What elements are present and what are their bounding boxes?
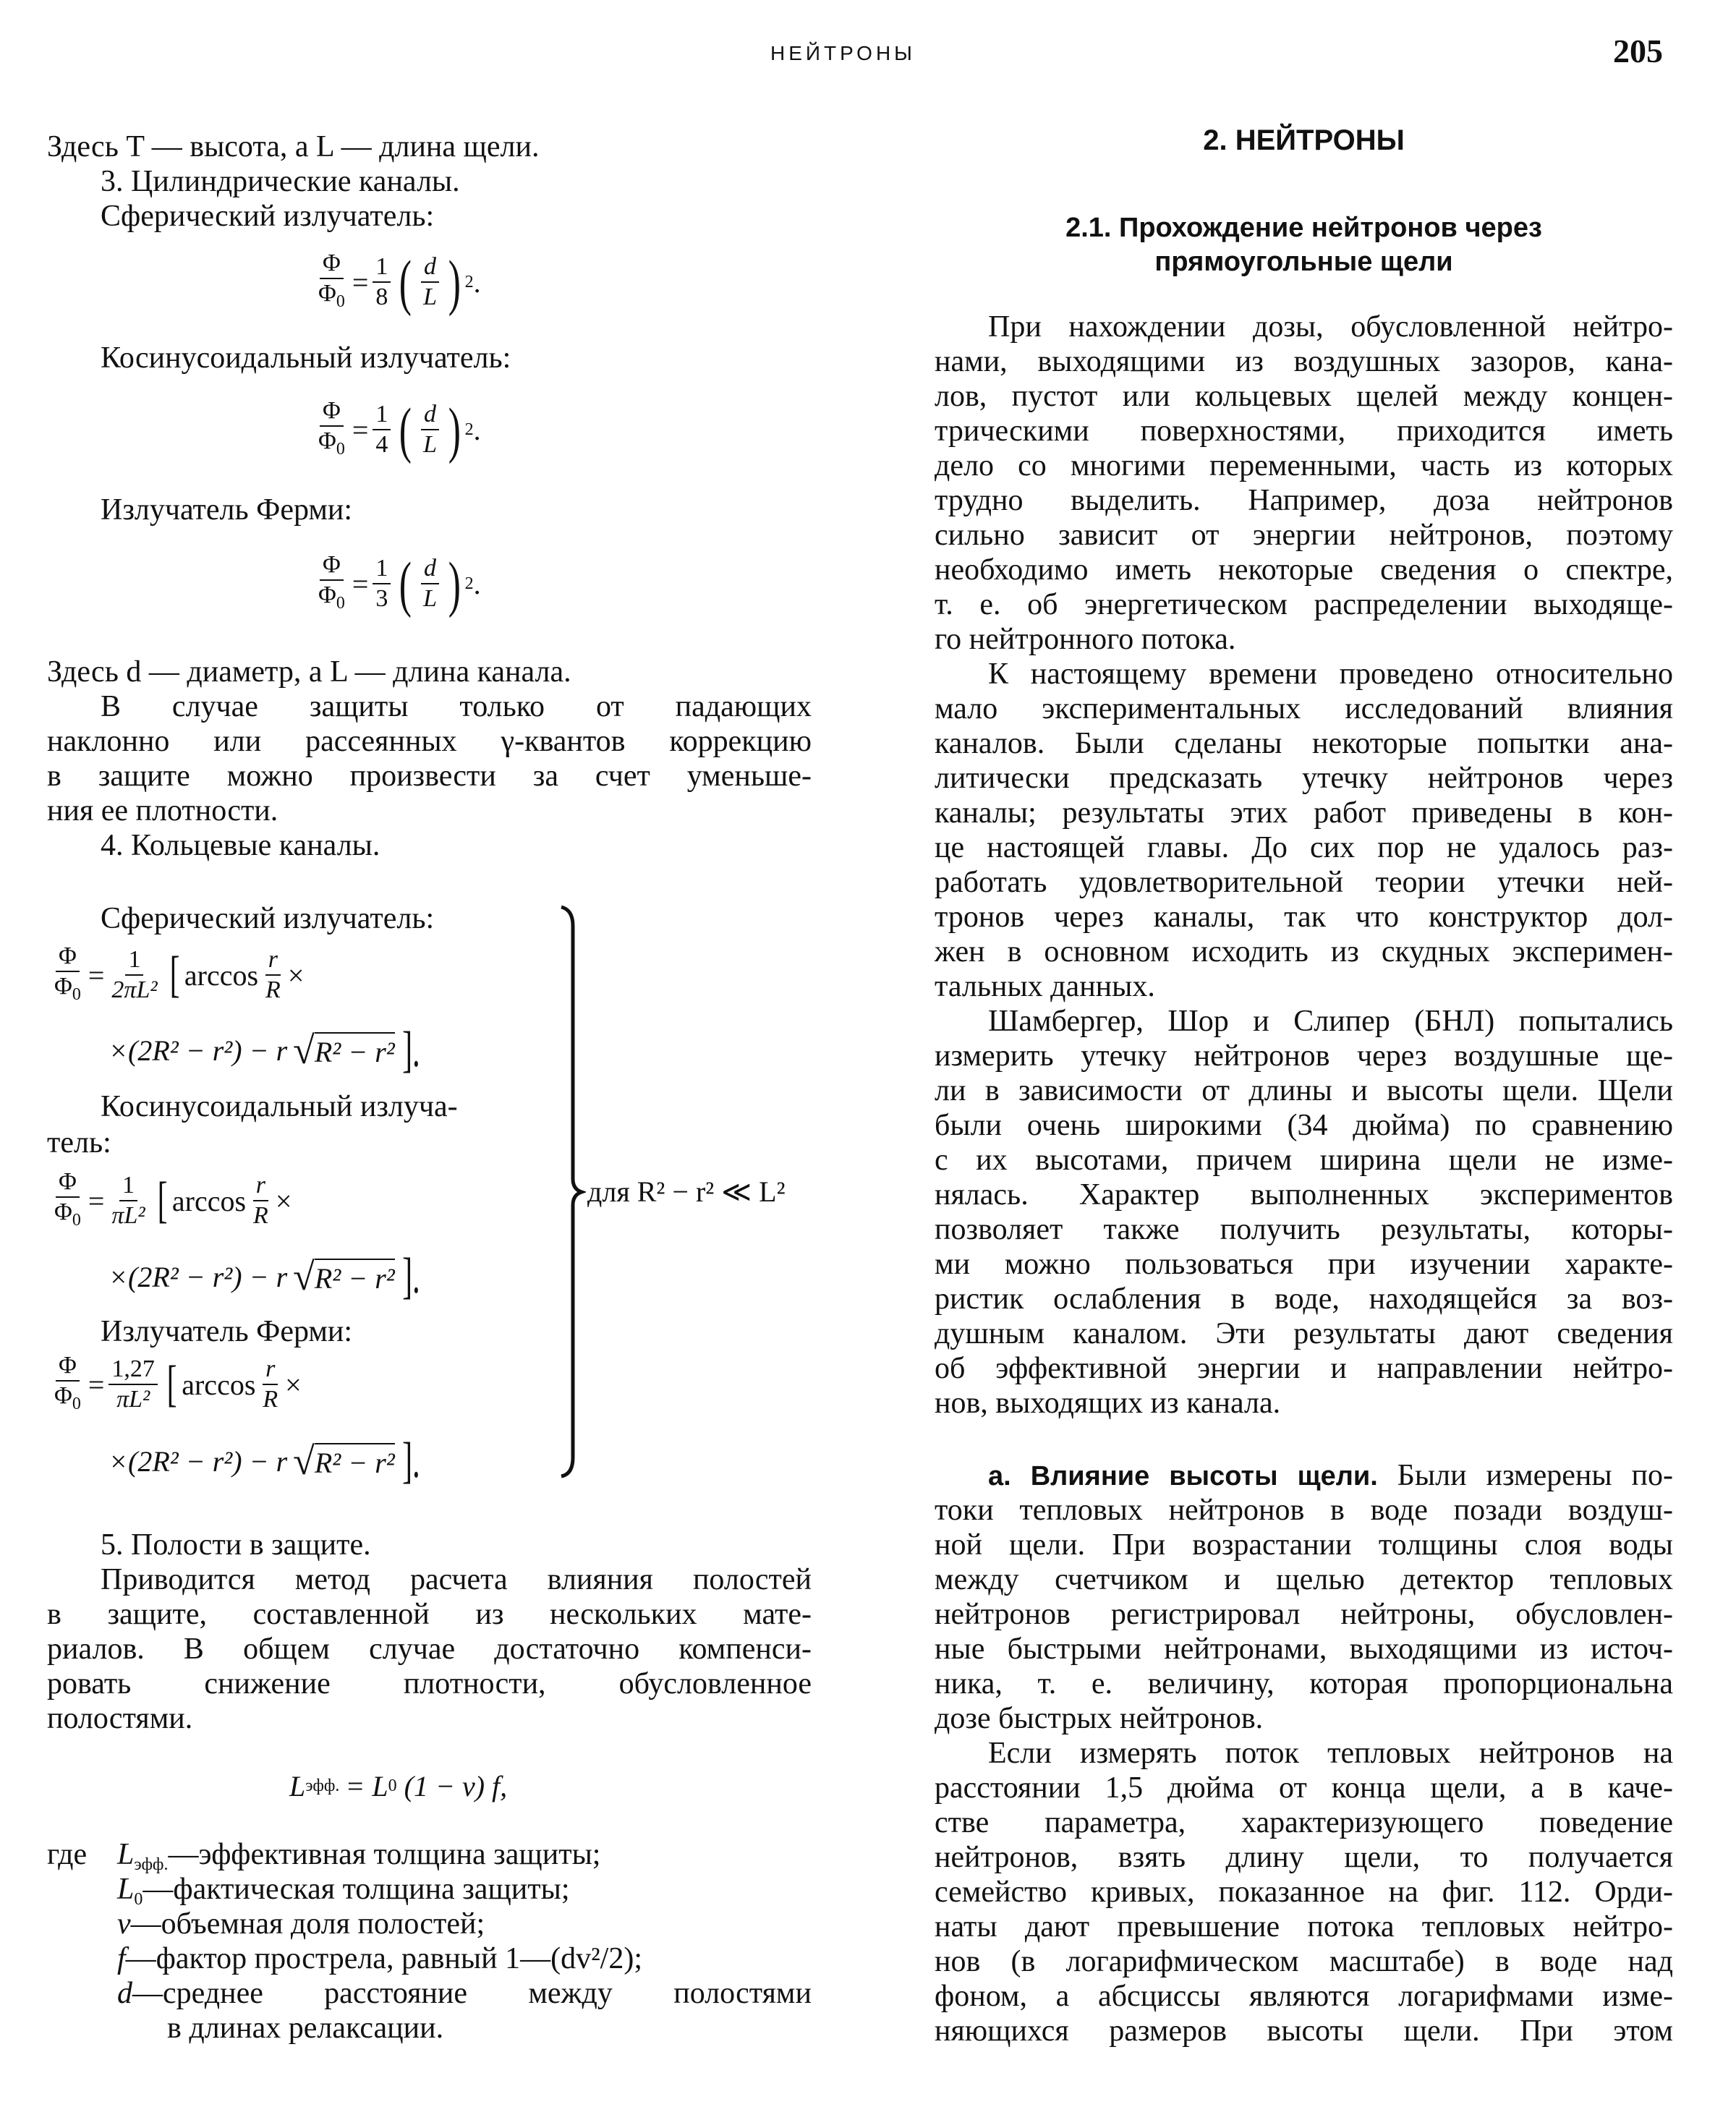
text-block [47, 493, 812, 527]
expression: ×(2R² − r²) − r [109, 1260, 288, 1293]
text-line: Шамбергер, Шор и Слипер (БНЛ) попытались [988, 1005, 1673, 1038]
text-line: в защите можно произвести за счет уменьше- [47, 759, 812, 793]
text-line: тронов через каналы, так что конструктор дол- [935, 901, 1673, 934]
subscript: 0 [72, 984, 81, 1004]
text-line: ли в зависимости от длины и высоты щели. Щели [935, 1074, 1673, 1107]
text-line: т. е. об энергетическом распределении выходяще- [935, 588, 1673, 621]
definition-item [117, 1837, 812, 1872]
denominator: 2πL² [111, 976, 158, 1003]
numerator: Φ [56, 942, 80, 972]
ring-formula-line2 [109, 1018, 427, 1083]
formula-effective-thickness [289, 1753, 507, 1818]
sqrt-icon: √ [293, 1439, 315, 1483]
close-bracket: ]. [401, 1248, 420, 1304]
text-line: измерить утечку нейтронов через воздушные ще- [935, 1039, 1673, 1073]
numerator: 1 [373, 252, 391, 283]
paragraph [935, 310, 1673, 657]
right-brace [557, 904, 586, 1479]
text-line: стве параметра, характеризующего поведение [935, 1806, 1673, 1839]
definition: —среднее расстояние между полостями [132, 1977, 812, 2010]
text-line: Здесь T — высота, а L — длина щели. [47, 130, 540, 163]
numerator: 1 [125, 945, 143, 976]
text-line: нейтронов, взять длину щели, то получается [935, 1841, 1673, 1874]
text-line: го нейтронного потока. [935, 623, 1236, 656]
expression: ×(2R² − r²) − r [109, 1034, 288, 1067]
text-line: В случае защиты только от падающих [101, 690, 812, 723]
subscript: 0 [336, 439, 345, 459]
denominator: Φ [54, 1382, 72, 1409]
numerator: Φ [56, 1167, 80, 1198]
denominator: 4 [375, 431, 388, 458]
period: . [473, 265, 481, 299]
chapter-title: 2. НЕЙТРОНЫ [1203, 124, 1405, 156]
ring-label-fermi: Излучатель Ферми: [101, 1315, 353, 1348]
ring-formula-line1 [47, 1352, 302, 1417]
numerator: d [421, 252, 439, 283]
equals: = [88, 958, 105, 992]
symbol: L [117, 1873, 135, 1906]
denominator: L [423, 284, 437, 310]
denominator: Φ [54, 972, 72, 1000]
times: × [285, 1368, 302, 1401]
text-block [47, 164, 812, 234]
text-line: каналов. Были сделаны некоторые попытки ана- [935, 727, 1673, 760]
paragraph [935, 657, 1673, 1004]
denominator: πL² [111, 1202, 145, 1229]
text-line: наты дают превышение потока тепловых нейтро- [935, 1910, 1673, 1944]
period: . [473, 413, 481, 446]
text-line: няющихся размеров высоты щели. При этом [935, 2014, 1673, 2048]
subscript: эфф. [305, 1776, 340, 1795]
subscript: эфф. [134, 1855, 169, 1874]
denominator: Φ [318, 581, 336, 608]
open-bracket: [ [166, 1356, 177, 1412]
text-line: лов, пустот или кольцевых щелей между концен- [935, 380, 1673, 413]
numerator: Φ [56, 1351, 80, 1382]
text-line: токи тепловых нейтронов в воде позади воздуш- [935, 1494, 1673, 1527]
text-line: риалов. В общем случае достаточно компенси- [47, 1633, 812, 1666]
symbol: L [117, 1838, 135, 1871]
numerator: Φ [320, 396, 344, 427]
denominator: L [423, 585, 437, 612]
text-line: 5. Полости в защите. [101, 1528, 371, 1562]
section-title [935, 211, 1673, 279]
paragraph [935, 1004, 1673, 1421]
formula-cosine-cylindrical: $\frac{\Phi}{\Phi_0}$ = $\frac{1}{4}$ ( $\frac{d}{L}$ ) 2 . [318, 395, 481, 464]
text-line: нов, выходящих из канала. [935, 1387, 1281, 1420]
text-block [47, 655, 812, 689]
times: × [275, 1184, 292, 1217]
page-number: 205 [1613, 33, 1663, 69]
symbol: v [117, 1907, 131, 1941]
numerator: 1 [119, 1171, 137, 1201]
text-line: с их высотами, причем ширина щели не изме- [935, 1144, 1673, 1177]
text-line: ные быстрыми нейтронами, выходящими из источ- [935, 1633, 1673, 1666]
denominator: R [263, 1386, 278, 1413]
exponent: 2 [464, 420, 474, 439]
denominator: 8 [375, 284, 388, 310]
ring-label-spherical: Сферический излучатель: [101, 902, 435, 935]
numerator: Φ [320, 249, 344, 279]
text-line: нялась. Характер выполненных экспериментов [935, 1178, 1673, 1212]
denominator: Φ [318, 279, 336, 307]
text-line: дозе быстрых нейтронов. [935, 1702, 1264, 1735]
text-line: трудно выделить. Например, доза нейтронов [935, 484, 1673, 517]
symbol: L [289, 1769, 306, 1802]
text-line: расстоянии 1,5 дюйма от конца щели, а в каче- [935, 1771, 1673, 1805]
equals: = [88, 1368, 105, 1401]
definition-item [117, 1976, 812, 2011]
exponent: 2 [464, 574, 474, 593]
sqrt-icon: √ [293, 1029, 315, 1072]
numerator: 1 [373, 400, 391, 430]
definition-item [117, 1907, 812, 1941]
equals: = L [345, 1769, 388, 1802]
formula-fermi-cylindrical: $\frac{\Phi}{\Phi_0}$ = $\frac{1}{3}$ ( $\frac{d}{L}$ ) 2 . [318, 549, 481, 618]
subscript: 0 [72, 1210, 81, 1230]
numerator: 1,27 [109, 1355, 158, 1385]
text-line: сильно зависит от энергии нейтронов, поэтому [935, 519, 1673, 552]
denominator: πL² [116, 1386, 150, 1413]
arccos: arccos [182, 1368, 256, 1401]
close-bracket: ]. [401, 1022, 420, 1078]
text-line: необходимо иметь некоторые сведения о спектре, [935, 553, 1673, 587]
definition: —фактическая толщина защиты; [142, 1873, 570, 1906]
equals: = [352, 567, 369, 600]
text-line: Сферический излучатель: [101, 200, 435, 233]
definition: —объемная доля полостей; [130, 1907, 485, 1941]
text-line: ми можно пользоваться при изучении характе- [935, 1248, 1673, 1281]
text-line [935, 1458, 1673, 1493]
text-line: между счетчиком и щелью детектор тепловых [935, 1563, 1673, 1596]
denominator: Φ [54, 1198, 72, 1225]
text-line: ристик ослабления в воде, находящейся за воз- [935, 1282, 1673, 1316]
arccos: arccos [171, 1184, 247, 1217]
subscript: 0 [134, 1890, 143, 1909]
text-line: Излучатель Ферми: [101, 493, 353, 527]
close-bracket: ]. [401, 1433, 420, 1489]
numerator: r [263, 1355, 278, 1385]
arccos: arccos [184, 958, 259, 992]
text-line: в защите, составленной из нескольких мате- [47, 1598, 812, 1631]
exponent: 2 [464, 272, 474, 291]
paragraph [47, 689, 812, 828]
where-label: где [47, 1838, 88, 1871]
numerator: r [265, 945, 281, 976]
times: × [287, 958, 305, 992]
text-line: трическими поверхностями, приходится иметь [935, 414, 1673, 448]
text-line: При нахождении дозы, обусловленной нейтро- [988, 310, 1673, 344]
text-block [47, 828, 812, 863]
denominator: 3 [375, 585, 388, 612]
text-line: ной щели. При возрастании толщины слоя воды [935, 1528, 1673, 1562]
text-line: были очень широкими (34 дюйма) по сравнению [935, 1109, 1673, 1142]
definition-item [117, 1941, 812, 1976]
text-line: нами, выходящими из воздушных зазоров, кана- [935, 345, 1673, 378]
paragraph [47, 1562, 812, 1736]
text-line: фоном, а абсциссы являются логарифмами изме- [935, 1980, 1673, 2013]
text-block [47, 341, 812, 375]
symbol: f [117, 1942, 126, 1975]
text-block [47, 129, 812, 164]
paragraph [935, 1736, 1673, 2048]
expression: ×(2R² − r²) − r [109, 1444, 288, 1478]
text-line: ровать снижение плотности, обусловленное [47, 1667, 812, 1701]
paragraph-slit-height [935, 1458, 1673, 1736]
text-line: семейство кривых, показанное на фиг. 112. Орди- [935, 1876, 1673, 1909]
numerator: r [253, 1171, 268, 1201]
numerator: Φ [320, 550, 344, 581]
text-line: ника, т. е. величину, которая пропорциональна [935, 1667, 1673, 1701]
definition-item [117, 1872, 812, 1907]
numerator: 1 [373, 554, 391, 584]
symbol: d [117, 1977, 132, 2010]
text-line: позволяет также получить результаты, которы- [935, 1213, 1673, 1246]
text-line: це настоящей главы. До сих пор не удалось раз- [935, 831, 1673, 864]
text-line: Приводится метод расчета влияния полостей [101, 1563, 812, 1596]
text-line: полостями. [47, 1702, 193, 1735]
text-run: Были измерены по- [1377, 1459, 1673, 1492]
run-in-heading: а. Влияние высоты щели. [988, 1461, 1378, 1491]
ring-formula-line2 [109, 1244, 427, 1309]
formula-spherical-cylindrical: $\frac{\Phi}{\Phi_0}$ = $\frac{1}{8}$ ( $\frac{d}{L}$ ) 2 . [318, 247, 481, 317]
denominator: R [253, 1202, 268, 1229]
text-line: тальных данных. [935, 970, 1155, 1003]
sqrt-icon: √ [293, 1255, 315, 1298]
text-line: дело со многими переменными, часть из которых [935, 449, 1673, 482]
subscript: 0 [388, 1776, 397, 1795]
where-continuation: в длинах релаксации. [167, 2012, 444, 2045]
text-line: Если измерять поток тепловых нейтронов на [988, 1737, 1673, 1770]
definition: —фактор прострела, равный 1—(dv²/2); [125, 1942, 642, 1975]
section-title-line: 2.1. Прохождение нейтронов через [1065, 213, 1542, 243]
text-line: 4. Кольцевые каналы. [101, 829, 380, 862]
text-line: 3. Цилиндрические каналы. [101, 165, 460, 198]
equals: = [352, 265, 369, 299]
numerator: d [421, 400, 439, 430]
text-line: К настоящему времени проведено относительно [988, 657, 1673, 691]
text-line: каналы; результаты этих работ приведены в кон- [935, 796, 1673, 830]
definition: —эффективная толщина защиты; [168, 1838, 601, 1871]
text-line: ния ее плотности. [47, 794, 278, 827]
ring-formula-line2 [109, 1429, 427, 1494]
denominator: R [265, 976, 281, 1003]
running-title: НЕЙТРОНЫ [770, 42, 916, 64]
text-line: мало экспериментальных исследований влияния [935, 692, 1673, 725]
ring-label-cosine: Косинусоидальный излуча- [101, 1090, 458, 1123]
sqrt-argument: R² − r² [315, 1443, 395, 1480]
text-line: литически предсказать утечку нейтронов через [935, 762, 1673, 795]
numerator: d [421, 554, 439, 584]
section-title-line: прямоугольные щели [1154, 247, 1453, 277]
equals: = [352, 413, 369, 446]
period: . [473, 567, 481, 600]
text-line: нейтронов регистрировал нейтроны, обусловлен- [935, 1598, 1673, 1631]
where-list [117, 1837, 812, 2011]
text-line: Косинусоидальный излучатель: [101, 341, 511, 375]
sqrt-argument: R² − r² [315, 1032, 395, 1069]
condition-text: для R² − r² ≪ L² [587, 1175, 786, 1208]
ring-label-cosine-cont: тель: [47, 1126, 111, 1159]
text-line: Здесь d — диаметр, а L — длина канала. [47, 655, 571, 689]
subscript: 0 [336, 291, 345, 311]
open-bracket: [ [157, 1172, 168, 1228]
text-line: нов (в логарифмическом масштабе) в воде над [935, 1945, 1673, 1978]
text-line: об эффективной энергии и направлении нейтро- [935, 1352, 1673, 1385]
text-block [47, 1528, 812, 1562]
open-bracket: [ [169, 947, 180, 1003]
text-line: душным каналом. Эти результаты дают сведения [935, 1317, 1673, 1350]
ring-formula-line1 [47, 1168, 292, 1233]
ring-formula-line1 [47, 942, 304, 1008]
text-line: жен в основном исходить из скудных эксперимен- [935, 935, 1673, 969]
text-line: наклонно или рассеянных γ-квантов коррекцию [47, 725, 812, 758]
sqrt-argument: R² − r² [315, 1259, 395, 1295]
subscript: 0 [72, 1394, 81, 1413]
text-line: работать удовлетворительной теории утечки ней- [935, 866, 1673, 899]
expression: (1 − v) f, [404, 1769, 508, 1802]
denominator: L [423, 431, 437, 458]
subscript: 0 [336, 593, 345, 613]
denominator: Φ [318, 427, 336, 454]
equals: = [88, 1184, 105, 1217]
